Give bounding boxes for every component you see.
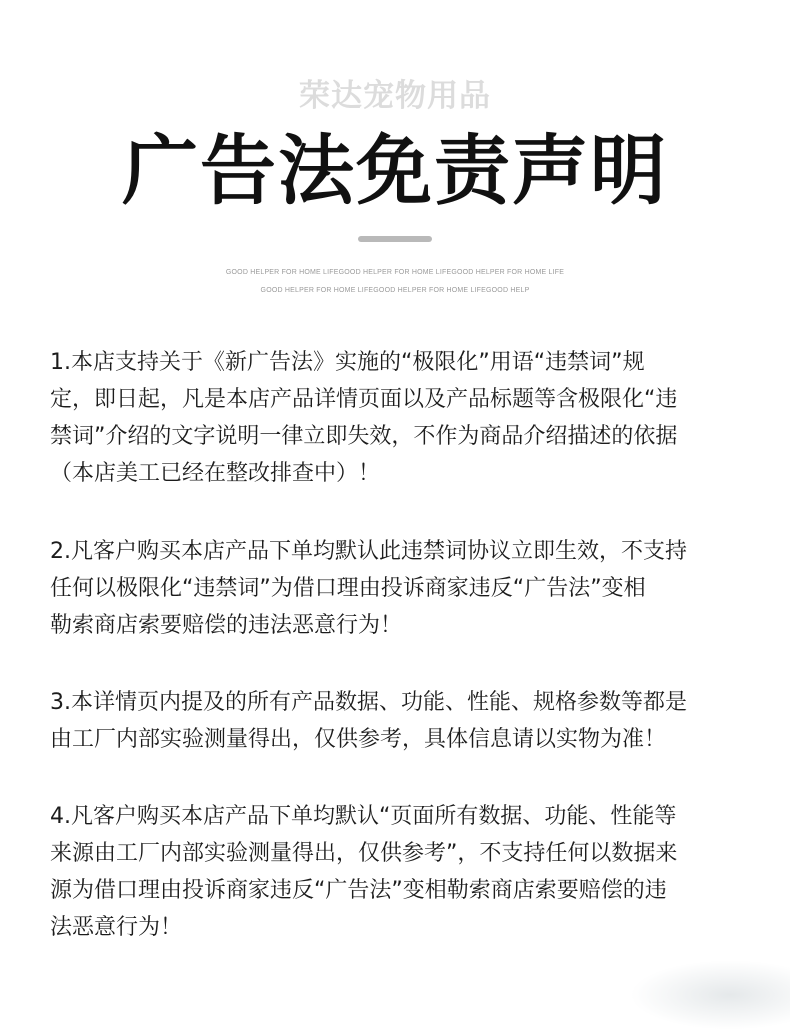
store-name: 荣达宠物用品 [299, 78, 491, 114]
clause-1-line-4: （本店美工已经在整改排查中）！ [50, 461, 381, 486]
clause-3-line-1: 3.本详情页内提及的所有产品数据、功能、性能、规格参数等都是 [50, 690, 687, 715]
clause-2-line-3: 勒索商店索要赔偿的违法恶意行为！ [50, 613, 403, 638]
clause-2-line-1: 2.凡客户购买本店产品下单均默认此违禁词协议立即生效，不支持 [50, 539, 687, 564]
clause-1-line-2: 定，即日起，凡是本店产品详情页面以及产品标题等含极限化“违 [50, 387, 678, 412]
clause-1-line-1: 1.本店支持关于《新广告法》实施的“极限化”用语“违禁词”规 [50, 350, 645, 375]
corner-shadow-decoration [630, 960, 790, 1030]
clause-4-line-2: 来源由工厂内部实验测量得出，仅供参考”，不支持任何以数据来 [50, 841, 678, 866]
clause-3-line-2: 由工厂内部实验测量得出，仅供参考，具体信息请以实物为准！ [50, 727, 667, 752]
clause-1 [50, 344, 750, 492]
title-divider [358, 236, 432, 242]
tagline-line-2: GOOD HELPER FOR HOME LIFEGOOD HELPER FOR HOME LIFEGOOD HELP [260, 287, 530, 294]
clause-4-line-1: 4.凡客户购买本店产品下单均默认“页面所有数据、功能、性能等 [50, 804, 677, 829]
clause-1-line-3: 禁词”介绍的文字说明一律立即失效，不作为商品介绍描述的依据 [50, 424, 678, 449]
clause-2-line-2: 任何以极限化“违禁词”为借口理由投诉商家违反“广告法”变相 [50, 576, 646, 601]
clause-4-line-4: 法恶意行为！ [50, 915, 183, 940]
clause-4 [50, 798, 750, 946]
tagline-line-1: GOOD HELPER FOR HOME LIFEGOOD HELPER FOR HOME LIFEGOOD HELPER FOR HOME LIFE [225, 269, 565, 276]
clause-3 [50, 684, 750, 758]
page-title: 广告法免责声明 [122, 126, 668, 215]
clause-4-line-3: 源为借口理由投诉商家违反“广告法”变相勒索商店索要赔偿的违 [50, 878, 667, 903]
clause-2 [50, 533, 750, 644]
